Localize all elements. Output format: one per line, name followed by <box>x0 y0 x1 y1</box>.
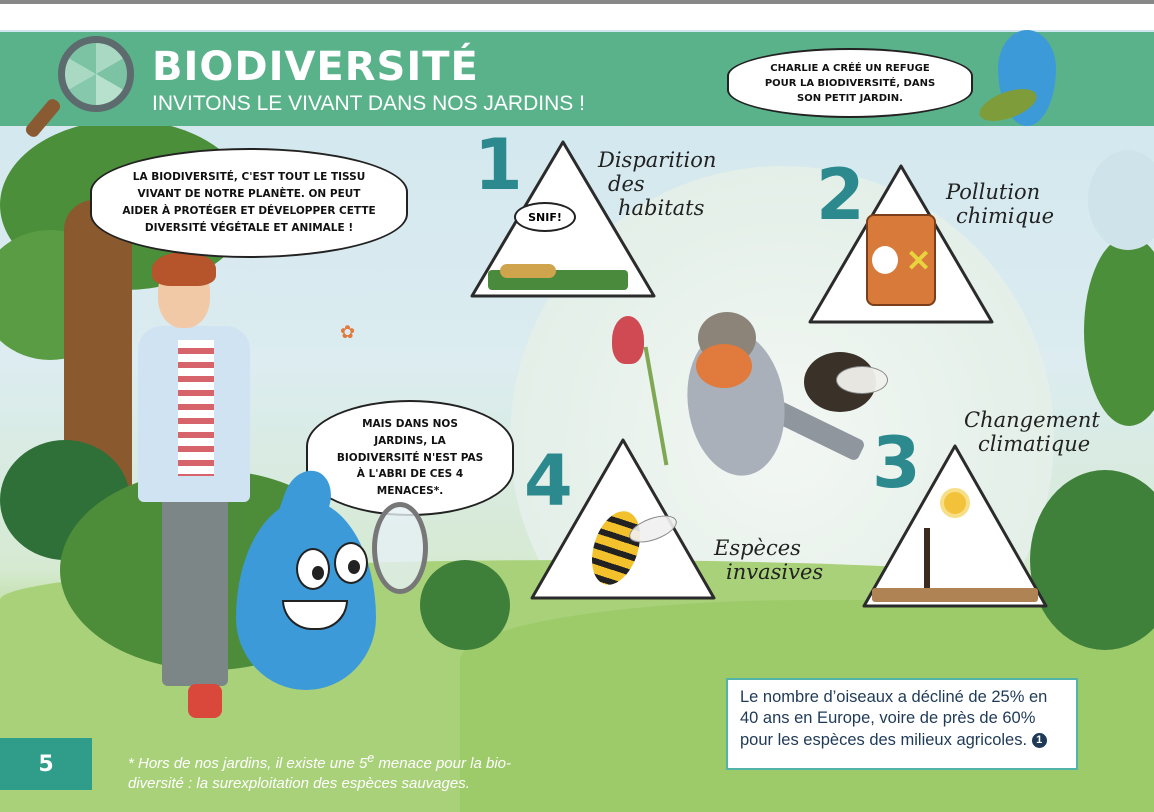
gardener-legs <box>162 496 228 686</box>
skull-icon <box>872 246 898 274</box>
magnifier-icon <box>58 36 134 112</box>
bee-wing <box>836 366 888 394</box>
dry-soil <box>872 588 1038 602</box>
bush <box>1088 150 1154 250</box>
snif-bubble: SNIF! <box>514 202 576 232</box>
threat-label-line: Pollution <box>946 180 1041 204</box>
footnote-text: * Hors de nos jardins, il existe une 5 <box>128 755 368 772</box>
gardener-hair <box>152 252 216 286</box>
fact-text: Le nombre d’oiseaux a décliné de 25% en 40 ans en Europe, voire de près de 60% pour les espèces des milieux agricoles. <box>740 688 1048 749</box>
threat-number-1: 1 <box>474 124 523 206</box>
mascot-pupil <box>312 566 324 580</box>
threat-number-4: 4 <box>524 440 573 522</box>
magnifying-glass-icon <box>372 502 428 594</box>
top-margin <box>0 0 1154 30</box>
footnote-text-end: menace pour la bio-diversité : la surexploitation des espèces sauvages. <box>128 755 511 792</box>
fact-box <box>726 678 1078 770</box>
threat-label-line: invasives <box>726 560 824 585</box>
threat-label-2 <box>946 180 1054 228</box>
threat-label-1 <box>598 148 716 220</box>
threat-label-line: des <box>608 172 645 197</box>
gardener-shoe <box>188 684 222 718</box>
slug-icon <box>500 264 556 278</box>
threat-label-line: climatique <box>978 432 1091 457</box>
threat-number-2: 2 <box>816 154 865 236</box>
fritillary-flower-icon <box>612 316 644 364</box>
page-number: 5 <box>0 738 92 790</box>
reference-badge: 1 <box>1032 733 1047 748</box>
mascot-pupil <box>348 560 360 574</box>
footnote-superscript: e <box>367 751 375 765</box>
bush <box>420 560 510 650</box>
speech-bubble-menaces: MAIS DANS NOS JARDINS, LA BIODIVERSITÉ N'EST PAS À L'ABRI DE CES 4 MENACES*. <box>306 400 514 516</box>
threat-label-line: Espèces <box>714 536 801 560</box>
robin-breast <box>696 344 752 388</box>
page-subtitle: INVITONS LE VIVANT DANS NOS JARDINS ! <box>152 92 585 115</box>
butterfly-icon: ✿ <box>340 322 356 342</box>
threat-label-line: chimique <box>956 204 1055 229</box>
threat-number-3: 3 <box>872 422 921 504</box>
sun-icon <box>940 488 970 518</box>
threat-label-line: Disparition <box>598 148 717 172</box>
threat-label-3 <box>964 408 1100 456</box>
page-title: BIODIVERSITÉ <box>152 44 479 90</box>
threat-label-line: habitats <box>618 196 705 221</box>
threat-label-line: Changement <box>964 408 1100 432</box>
gardener-tshirt <box>178 340 214 476</box>
speech-bubble-charlie: CHARLIE A CRÉÉ UN REFUGE POUR LA BIODIVERSITÉ, DANS SON PETIT JARDIN. <box>727 48 973 118</box>
footnote <box>128 750 558 793</box>
threat-label-4 <box>714 536 823 584</box>
speech-bubble-main: LA BIODIVERSITÉ, C'EST TOUT LE TISSU VIVANT DE NOTRE PLANÈTE. ON PEUT AIDER À PROTÉGER ET DÉVELOPPER CETTE DIVERSITÉ VÉGÉTALE ET ANIMALE ! <box>90 148 408 258</box>
tree-crown <box>1084 236 1154 426</box>
dead-plant-icon <box>924 528 930 588</box>
hazard-x-icon: ✕ <box>906 245 932 278</box>
